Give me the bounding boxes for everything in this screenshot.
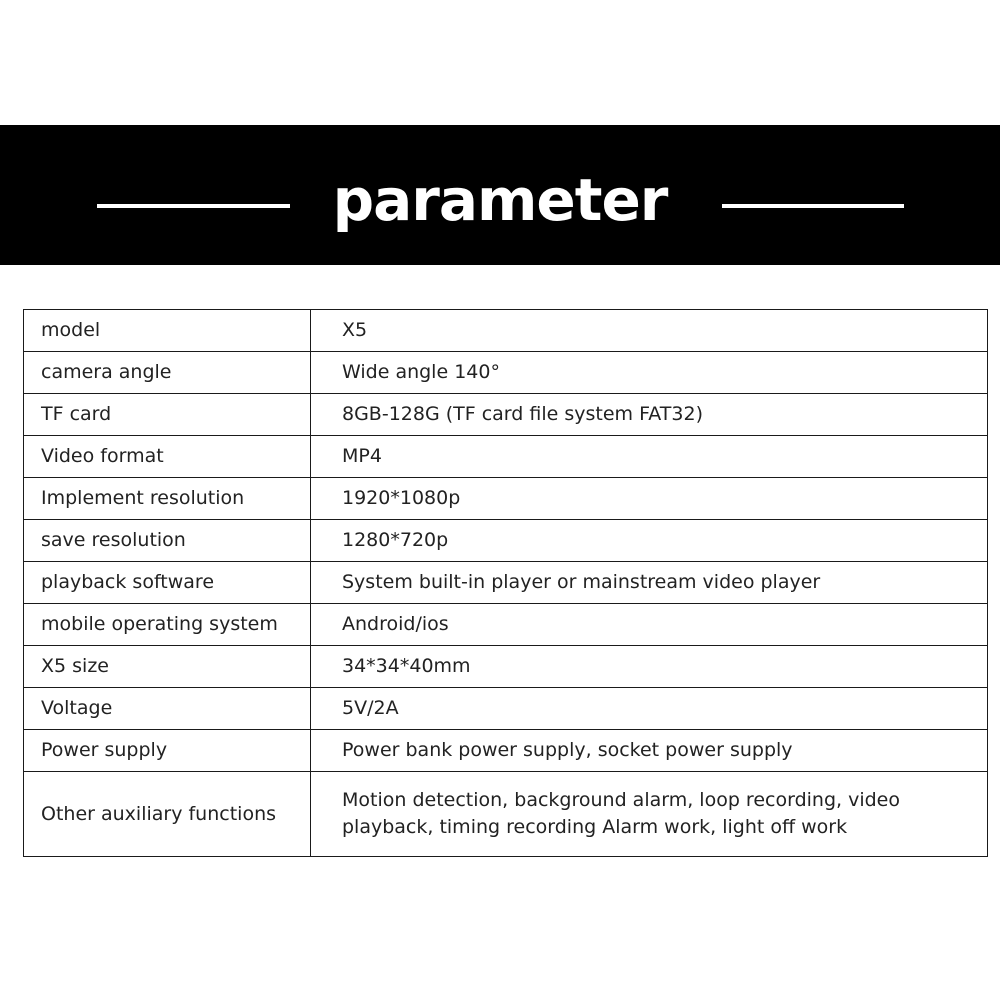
table-row — [24, 478, 988, 520]
param-label: model — [24, 310, 311, 352]
param-value: System built-in player or mainstream video player — [311, 562, 988, 604]
table-row — [24, 310, 988, 352]
param-label: mobile operating system — [24, 604, 311, 646]
param-label: playback software — [24, 562, 311, 604]
param-label: X5 size — [24, 646, 311, 688]
table-row — [24, 394, 988, 436]
parameter-table — [23, 309, 988, 857]
param-value: 8GB-128G (TF card file system FAT32) — [311, 394, 988, 436]
param-value: Power bank power supply, socket power supply — [311, 730, 988, 772]
param-value: 34*34*40mm — [311, 646, 988, 688]
table-row — [24, 772, 988, 857]
table-row — [24, 436, 988, 478]
table-row — [24, 730, 988, 772]
param-label: Other auxiliary functions — [24, 772, 311, 857]
banner-right-rule — [722, 204, 904, 208]
param-value: Wide angle 140° — [311, 352, 988, 394]
table-row — [24, 604, 988, 646]
param-value: 1280*720p — [311, 520, 988, 562]
param-value: X5 — [311, 310, 988, 352]
param-value: 1920*1080p — [311, 478, 988, 520]
param-label: TF card — [24, 394, 311, 436]
param-label: Voltage — [24, 688, 311, 730]
table-row — [24, 520, 988, 562]
page-title: parameter — [332, 166, 668, 234]
table-row — [24, 688, 988, 730]
banner-left-rule — [97, 204, 290, 208]
param-value: MP4 — [311, 436, 988, 478]
param-label: Implement resolution — [24, 478, 311, 520]
param-label: camera angle — [24, 352, 311, 394]
param-label: Video format — [24, 436, 311, 478]
param-value: Android/ios — [311, 604, 988, 646]
table-row — [24, 646, 988, 688]
param-value: 5V/2A — [311, 688, 988, 730]
param-label: save resolution — [24, 520, 311, 562]
param-label: Power supply — [24, 730, 311, 772]
table-row — [24, 352, 988, 394]
table-row — [24, 562, 988, 604]
param-value: Motion detection, background alarm, loop recording, video playback, timing recording Alarm work, light off work — [311, 772, 988, 857]
